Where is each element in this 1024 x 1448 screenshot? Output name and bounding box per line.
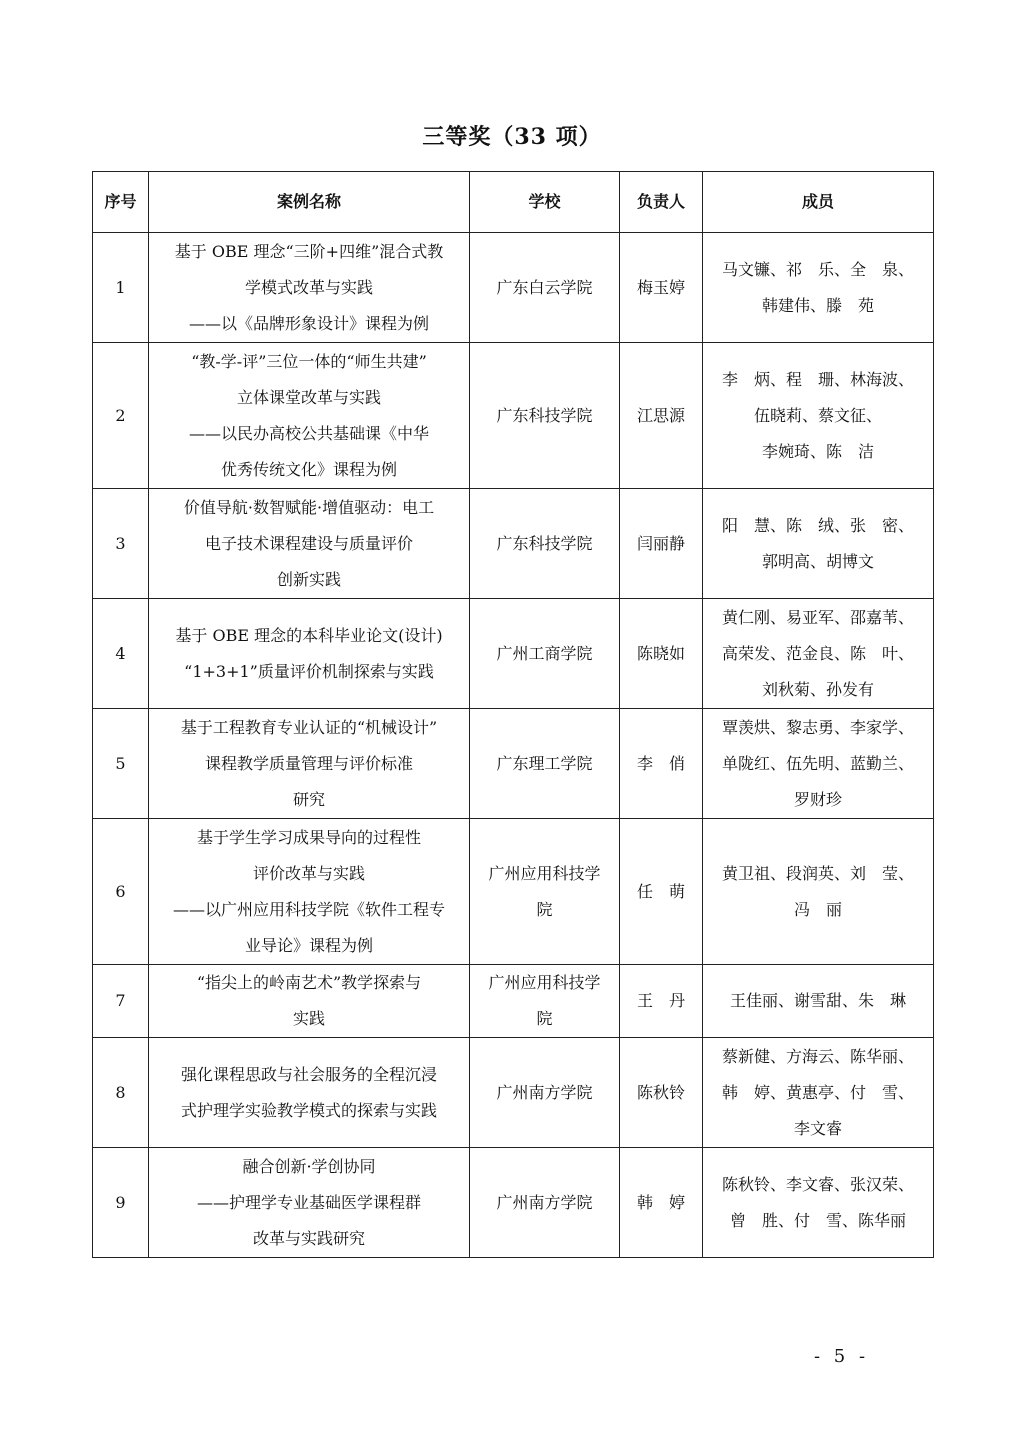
school-line: 广东科技学院 [496,405,593,425]
case-name-line: 基于 OBE 理念的本科毕业论文(设计) [175,625,443,645]
case-name-cell [149,709,470,819]
award-table [92,171,934,1258]
leader-cell: 梅玉婷 [620,233,703,343]
member-line: 高荣发、范金良、陈 叶、 [721,643,914,663]
case-name-cell [149,599,470,709]
member-line: 李文睿 [793,1118,842,1138]
school-line: 广州应用科技学 [488,863,601,883]
member-line: 王佳丽、谢雪甜、朱 琳 [729,991,906,1010]
table-row [93,489,934,599]
member-line: 蔡新健、方海云、陈华丽、 [721,1046,914,1066]
member-line: 阳 慧、陈 绒、张 密、 [721,515,914,535]
member-line: 马文镰、祁 乐、全 泉、 [721,259,914,279]
case-name-cell [149,233,470,343]
member-line: 黄仁刚、易亚军、邵嘉苇、 [721,607,914,627]
members-cell [703,1148,934,1258]
table-row [93,233,934,343]
school-line: 院 [536,1009,553,1028]
case-name-line: 实践 [292,1009,325,1028]
school-line: 广州应用科技学 [488,973,601,992]
case-name-line: 电子技术课程建设与质量评价 [204,533,413,553]
case-name-line: 创新实践 [276,569,341,589]
school-line: 广州工商学院 [496,643,593,663]
members-cell [703,343,934,489]
leader-cell: 江思源 [620,343,703,489]
case-name-line: 立体课堂改革与实践 [236,387,381,407]
case-name-line: “指尖上的岭南艺术”教学探索与 [196,973,422,992]
school-cell [470,965,620,1038]
case-name-cell [149,343,470,489]
case-name-line: 价值导航·数智赋能·增值驱动：电工 [183,497,435,517]
case-name-cell [149,819,470,965]
member-line: 伍晓莉、蔡文征、 [753,405,882,425]
header-members: 成员 [703,172,934,233]
row-number-cell: 3 [93,489,149,599]
case-name-line: 融合创新·学创协同 [242,1156,376,1176]
row-number-cell: 6 [93,819,149,965]
member-line: 罗财珍 [793,789,842,809]
member-line: 冯 丽 [793,899,842,919]
case-name-line: ——护理学专业基础医学课程群 [196,1192,421,1212]
row-number-cell: 1 [93,233,149,343]
case-name-line: 强化课程思政与社会服务的全程沉浸 [180,1064,437,1084]
school-cell [470,233,620,343]
member-line: 黄卫祖、段润英、刘 莹、 [721,863,914,883]
table-row [93,965,934,1038]
case-name-line: 评价改革与实践 [252,863,365,883]
row-number-cell: 7 [93,965,149,1038]
table-header-row [93,172,934,233]
school-line: 院 [536,899,553,919]
case-name-cell [149,489,470,599]
case-name-cell [149,965,470,1038]
case-name-cell [149,1148,470,1258]
case-name-line: 式护理学实验教学模式的探索与实践 [180,1100,437,1120]
member-line: 李 炳、程 珊、林海波、 [721,369,914,389]
school-cell [470,709,620,819]
member-line: 李婉琦、陈 洁 [761,441,874,461]
member-line: 单陇红、伍先明、蓝勤兰、 [721,753,914,773]
leader-cell: 任 萌 [620,819,703,965]
header-leader: 负责人 [620,172,703,233]
members-cell [703,489,934,599]
case-name-line: 学模式改革与实践 [244,277,373,297]
leader-cell: 陈秋铃 [620,1038,703,1148]
members-cell [703,709,934,819]
school-line: 广州南方学院 [496,1192,593,1212]
case-name-line: 业导论》课程为例 [244,935,373,955]
school-cell [470,1038,620,1148]
school-cell [470,599,620,709]
leader-cell: 李 俏 [620,709,703,819]
case-name-line: 基于工程教育专业认证的“机械设计” [180,717,438,737]
member-line: 韩 婷、黄惠亭、付 雪、 [721,1082,914,1102]
member-line: 覃羡烘、黎志勇、李家学、 [721,717,914,737]
header-case-name: 案例名称 [149,172,470,233]
school-line: 广州南方学院 [496,1082,593,1102]
header-no: 序号 [93,172,149,233]
case-name-line: ——以民办高校公共基础课《中华 [188,423,429,443]
case-name-line: 基于 OBE 理念“三阶+四维”混合式教 [174,241,444,261]
case-name-line: ——以广州应用科技学院《软件工程专 [172,899,445,919]
school-line: 广东科技学院 [496,533,593,553]
member-line: 曾 胜、付 雪、陈华丽 [729,1210,906,1230]
table-row [93,1038,934,1148]
case-name-line: “1+3+1”质量评价机制探索与实践 [184,661,434,681]
case-name-line: 课程教学质量管理与评价标准 [204,753,413,773]
school-cell [470,489,620,599]
member-line: 郭明高、胡博文 [761,551,874,571]
table-row [93,819,934,965]
header-school: 学校 [470,172,620,233]
table-row [93,599,934,709]
row-number-cell: 4 [93,599,149,709]
case-name-line: 基于学生学习成果导向的过程性 [196,827,421,847]
leader-cell: 陈晓如 [620,599,703,709]
school-cell [470,1148,620,1258]
case-name-line: 研究 [292,789,325,809]
member-line: 刘秋菊、孙发有 [761,679,874,699]
leader-cell: 闫丽静 [620,489,703,599]
school-line: 广东白云学院 [496,277,593,297]
page-number: - 5 - [814,1346,870,1367]
case-name-line: “教-学-评”三位一体的“师生共建” [191,351,427,371]
table-row [93,709,934,819]
case-name-line: 改革与实践研究 [252,1228,365,1248]
leader-cell: 王 丹 [620,965,703,1038]
members-cell [703,965,934,1038]
table-row [93,1148,934,1258]
school-line: 广东理工学院 [496,753,593,773]
row-number-cell: 5 [93,709,149,819]
school-cell [470,343,620,489]
page-title: 三等奖（33 项） [422,124,602,150]
case-name-line: 优秀传统文化》课程为例 [220,459,397,479]
case-name-cell [149,1038,470,1148]
school-cell [470,819,620,965]
leader-cell: 韩 婷 [620,1148,703,1258]
row-number-cell: 8 [93,1038,149,1148]
row-number-cell: 9 [93,1148,149,1258]
members-cell [703,233,934,343]
members-cell [703,599,934,709]
case-name-line: ——以《品牌形象设计》课程为例 [188,313,429,333]
member-line: 韩建伟、滕 苑 [761,295,874,315]
table-row [93,343,934,489]
members-cell [703,819,934,965]
row-number-cell: 2 [93,343,149,489]
members-cell [703,1038,934,1148]
member-line: 陈秋铃、李文睿、张汉荣、 [721,1174,914,1194]
table-body [93,233,934,1258]
